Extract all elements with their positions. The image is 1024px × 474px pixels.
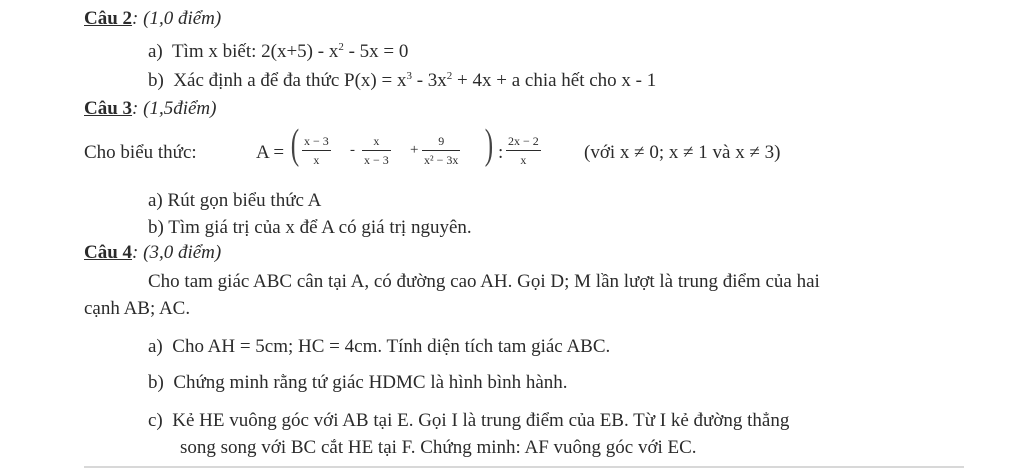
q2-b-exponent-1: 3 bbox=[406, 70, 412, 82]
q2-b-tail: + 4x + a chia hết cho x - 1 bbox=[452, 70, 657, 91]
minus-sign: - bbox=[350, 142, 355, 158]
q2-b-mid: - 3x bbox=[411, 70, 447, 91]
q4-c-text-1: Kẻ HE vuông góc với AB tại E. Gọi I là trung điểm của EB. Từ I kẻ đường thẳng bbox=[172, 410, 790, 431]
q3-condition: (với x ≠ 0; x ≠ 1 và x ≠ 3) bbox=[584, 142, 781, 163]
fraction-4-numerator: 2x − 2 bbox=[506, 132, 541, 151]
q2-a-tail: - 5x = 0 bbox=[343, 41, 409, 62]
q3-intro: Cho biểu thức: bbox=[84, 142, 197, 163]
fraction-2-numerator: x bbox=[362, 132, 391, 151]
q4-b-label: b) bbox=[148, 372, 164, 393]
q2-a-text: Tìm x biết: 2(x+5) - x bbox=[171, 41, 339, 62]
q2-part-a bbox=[148, 41, 408, 63]
q2-heading bbox=[84, 8, 221, 30]
q3-part-b bbox=[148, 217, 472, 239]
fraction-1-denominator: x bbox=[313, 153, 320, 167]
q2-a-label: a) bbox=[148, 41, 163, 62]
bottom-divider bbox=[84, 466, 964, 468]
q3-b-label: b) bbox=[148, 217, 164, 238]
q4-b-text: Chứng minh rằng tứ giác HDMC là hình bình hành. bbox=[173, 372, 568, 393]
q4-intro-line-2: cạnh AB; AC. bbox=[84, 298, 191, 319]
q3-points: : (1,5điểm) bbox=[132, 98, 217, 119]
q3-b-text: Tìm giá trị của x để A có giá trị nguyên. bbox=[168, 217, 472, 238]
q4-part-c bbox=[148, 410, 789, 432]
fraction-3-numerator: 9 bbox=[422, 132, 460, 151]
q4-a-text: Cho AH = 5cm; HC = 4cm. Tính diện tích tam giác ABC. bbox=[172, 336, 611, 357]
q2-part-b bbox=[148, 70, 656, 92]
q4-c-label: c) bbox=[148, 410, 163, 431]
q3-a-text: Rút gọn biểu thức A bbox=[167, 190, 322, 211]
q2-title: Câu 2 bbox=[84, 8, 133, 29]
q2-b-text: Xác định a để đa thức P(x) = x bbox=[173, 70, 407, 91]
q3-title: Câu 3 bbox=[84, 98, 133, 119]
q2-points: : (1,0 điểm) bbox=[132, 8, 222, 29]
q3-a-equals: A = bbox=[256, 142, 285, 163]
right-paren: ) bbox=[484, 122, 494, 168]
left-paren: ( bbox=[290, 122, 300, 168]
fraction-3-denominator: x² − 3x bbox=[424, 153, 459, 167]
fraction-1-numerator: x − 3 bbox=[302, 132, 331, 151]
q2-b-exponent-2: 2 bbox=[446, 70, 453, 82]
fraction-4 bbox=[506, 132, 541, 169]
q4-title: Câu 4 bbox=[84, 242, 133, 263]
fraction-3 bbox=[422, 132, 460, 169]
fraction-2-denominator: x − 3 bbox=[364, 153, 389, 167]
q4-part-c-line-2: song song với BC cắt HE tại F. Chứng minh: AF vuông góc với EC. bbox=[180, 437, 697, 458]
q4-part-b bbox=[148, 372, 568, 394]
fraction-1 bbox=[302, 132, 331, 169]
q2-a-exponent: 2 bbox=[338, 41, 344, 53]
fraction-2 bbox=[362, 132, 391, 169]
q4-heading bbox=[84, 242, 221, 264]
q4-a-label: a) bbox=[148, 336, 163, 357]
plus-sign: + bbox=[410, 142, 419, 158]
division-colon: : bbox=[498, 142, 504, 163]
q2-b-label: b) bbox=[148, 70, 164, 91]
q4-part-a bbox=[148, 336, 610, 358]
q3-part-a bbox=[148, 190, 321, 212]
fraction-4-denominator: x bbox=[520, 153, 527, 167]
q3-heading bbox=[84, 98, 216, 120]
q4-intro-line-1: Cho tam giác ABC cân tại A, có đường cao AH. Gọi D; M lần lượt là trung điểm của hai bbox=[148, 271, 820, 292]
q3-a-label: a) bbox=[148, 190, 163, 211]
q4-points: : (3,0 điểm) bbox=[132, 242, 222, 263]
